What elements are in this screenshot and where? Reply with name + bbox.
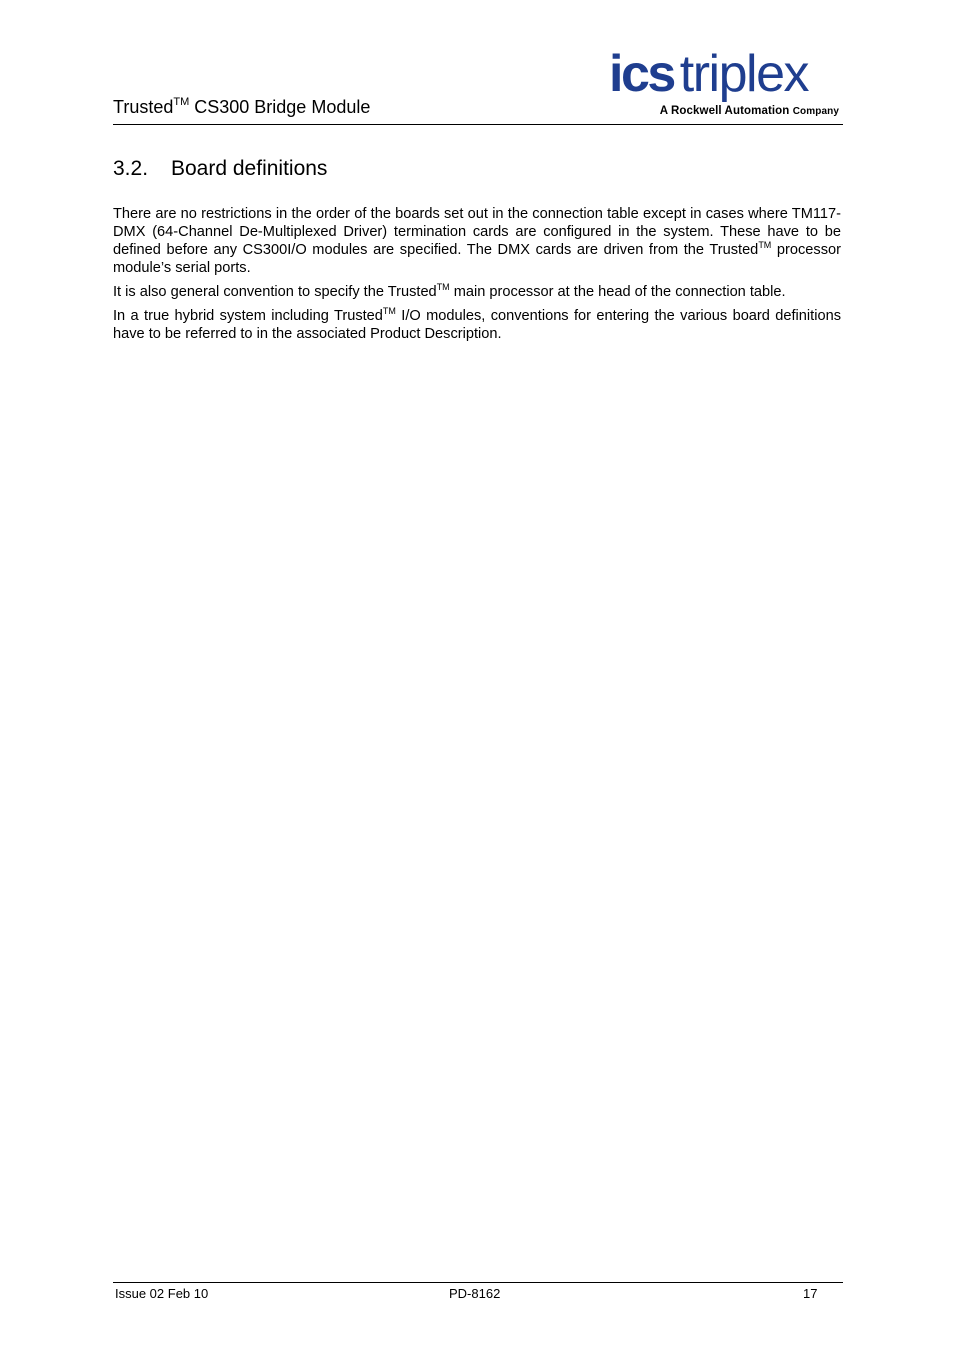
paragraph-1-text-a: There are no restrictions in the order of the boards set out in the connection table except in cases where TM117-DMX (64-Channel De-Multiplexed Driver) termination cards are configured in the system. These have to be defined before any CS300I/O modules are specified. The DMX cards are driven from the Trusted [113, 206, 841, 258]
logo-wordmark [609, 46, 808, 102]
section-heading [113, 156, 327, 182]
section-title: Board definitions [171, 157, 328, 180]
body-text [113, 205, 841, 349]
logo-tagline-main: A Rockwell Automation [659, 105, 790, 117]
paragraph-2-text-a: It is also general convention to specify the Trusted [113, 284, 437, 300]
document-title [113, 96, 370, 118]
logo-tagline-company: Company [792, 106, 839, 117]
footer-doc-number: PD-8162 [449, 1286, 501, 1301]
paragraph-3 [113, 307, 841, 343]
page-header [113, 40, 843, 125]
footer-issue: Issue 02 Feb 10 [115, 1286, 209, 1301]
paragraph-2 [113, 283, 841, 301]
footer-page-number: 17 [803, 1286, 818, 1301]
paragraph-2-text-b: main processor at the head of the connection table. [449, 284, 786, 300]
paragraph-1 [113, 205, 841, 277]
paragraph-2-trademark: TM [436, 282, 450, 292]
logo-word-ics: ics [609, 45, 674, 103]
title-prefix: Trusted [113, 97, 174, 117]
paragraph-1-text-b: processor module’s serial ports. [113, 242, 841, 276]
paragraph-3-text-b: I/O modules, conventions for entering the various board definitions have to be referred to in the associated Product Description. [113, 308, 841, 342]
title-suffix: CS300 Bridge Module [189, 97, 371, 117]
section-number: 3.2. [113, 157, 149, 180]
paragraph-1-trademark: TM [758, 240, 772, 250]
page-footer [113, 1282, 843, 1305]
paragraph-3-trademark: TM [382, 306, 396, 316]
title-trademark: TM [173, 96, 190, 108]
logo-tagline [660, 105, 839, 117]
paragraph-3-text-a: In a true hybrid system including Trusted [113, 308, 383, 324]
ics-triplex-logo [609, 46, 841, 120]
logo-word-triplex: triplex [679, 45, 809, 103]
